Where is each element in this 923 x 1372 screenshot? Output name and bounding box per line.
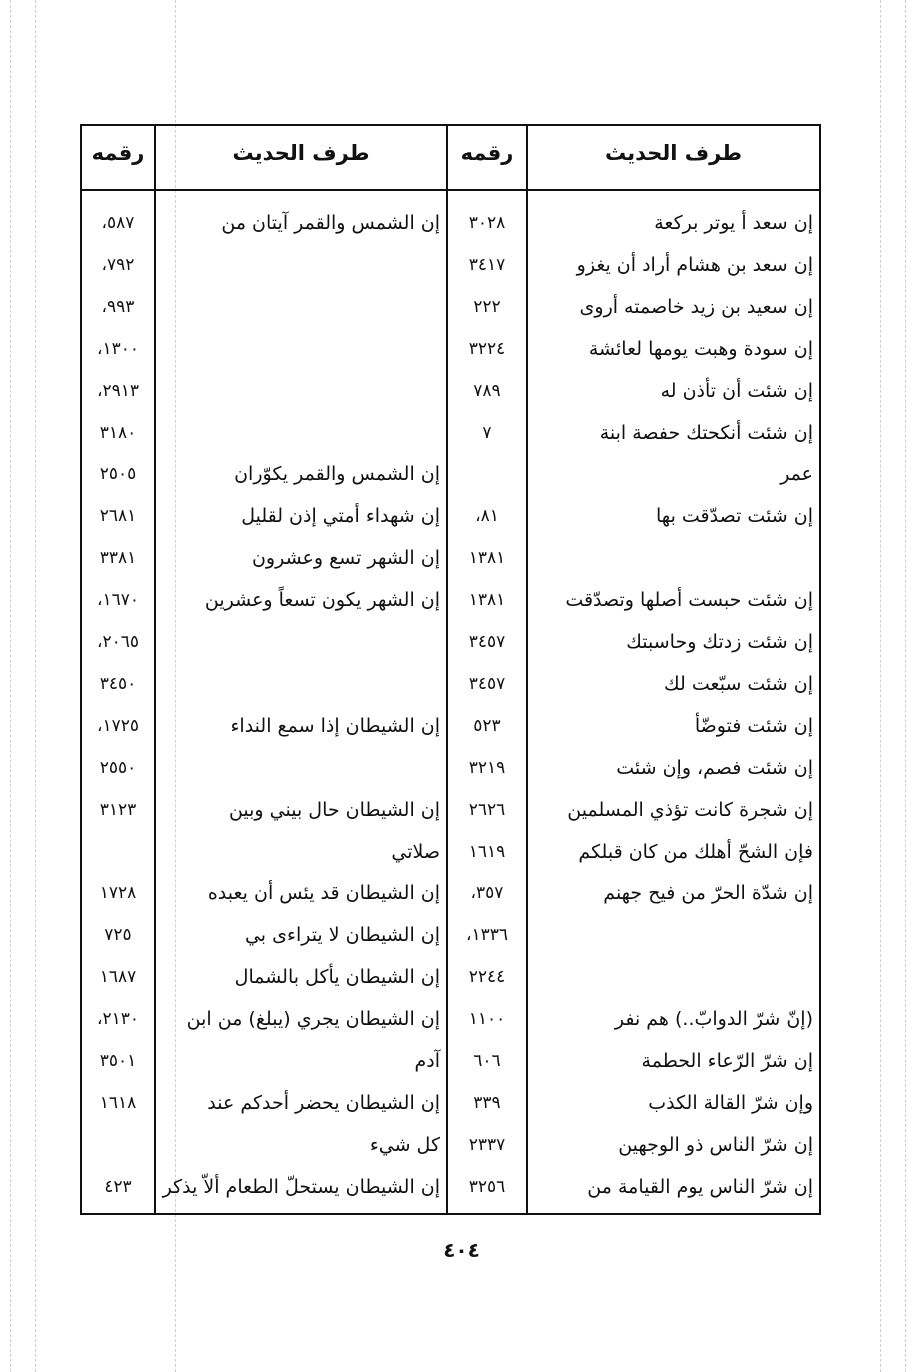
hadith-number-left: ١٧٢٨ [99, 883, 137, 904]
hadith-number-right: ٣٢٥٦ [468, 1176, 506, 1197]
hadith-number-left: ٢٥٥٠ [99, 757, 137, 778]
hadith-text-right: (إنّ شرّ الدوابّ..) هم نفر [614, 1008, 813, 1031]
hadith-number-left: ٥٨٧، [101, 213, 135, 233]
hadith-number-right: ٦٠٦ [473, 1051, 501, 1071]
hadith-text-right: إن شرّ الناس يوم القيامة من [587, 1175, 813, 1198]
hadith-text-right: إن شرّ الرّعاء الحطمة [641, 1050, 813, 1072]
hadith-number-right: ١١٠٠ [468, 1009, 506, 1030]
hadith-number-left: ١٧٢٥، [96, 715, 140, 736]
hadith-number-left: ١٦١٨ [99, 1092, 137, 1113]
hadith-text-right: إن شئت زدتك وحاسبتك [626, 631, 813, 653]
hadith-number-left: ٧٢٥ [104, 925, 132, 946]
hadith-text-left: إن الشيطان يأكل بالشمال [234, 966, 440, 989]
hadith-text-right: إن شئت حبست أصلها وتصدّقت [565, 589, 813, 612]
header-hadith-left: طرف الحديث [232, 141, 370, 165]
hadith-number-right: ٨١، [475, 506, 499, 527]
hadith-text-right: إن شجرة كانت تؤذي المسلمين [567, 798, 813, 821]
hadith-number-left: ٣٤٥٠ [99, 673, 137, 694]
hadith-text-left [156, 328, 446, 370]
hadith-text-left: كل شيء [369, 1133, 440, 1156]
hadith-number-right: ٣٠٢٨ [468, 213, 506, 233]
hadith-text-right: إن سودة وهبت يومها لعائشة [588, 337, 813, 360]
hadith-number-left: ٧٩٢، [101, 254, 135, 275]
hadith-number-right: ٢٦٢٦ [468, 799, 506, 820]
hadith-number-right: ٣٤٥٧ [468, 632, 506, 652]
hadith-number-left: ٢٠٦٥، [96, 632, 140, 652]
hadith-text-left: إن شهداء أمتي إذن لقليل [241, 505, 440, 528]
header-number-right: رقمه [460, 141, 514, 165]
hadith-number-right: ٣٥٧، [470, 883, 504, 904]
hadith-text-right: إن شئت أنكحتك حفصة ابنة [599, 421, 813, 444]
hadith-number-left: ٣٥٠١ [99, 1051, 137, 1071]
margin-guide-right-inner [880, 0, 881, 1372]
hadith-text-left [156, 621, 446, 663]
hadith-number-left [82, 831, 154, 873]
hadith-number-left: ١٦٧٠، [96, 590, 140, 611]
hadith-text-right: عمر [780, 463, 813, 486]
hadith-number-right: ١٣٣٦، [465, 925, 509, 946]
hadith-text-right: إن سعيد بن زيد خاصمته أروى [579, 295, 813, 318]
hadith-number-left: ١٦٨٧ [99, 967, 137, 988]
hadith-text-left: إن الشيطان يستحلّ الطعام ألاّ يذكر [162, 1175, 440, 1198]
hadith-text-left: إن الشيطان قد يئس أن يعبده [207, 882, 440, 905]
hadith-number-left: ٢١٣٠، [96, 1009, 140, 1030]
page-number: ٤٠٤ [443, 1238, 480, 1262]
hadith-number-right: ٢٣٣٧ [468, 1134, 506, 1155]
hadith-text-left [156, 370, 446, 412]
hadith-number-right: ٣٢٢٤ [468, 338, 506, 359]
hadith-text-left [156, 663, 446, 705]
hadith-text-right: إن شئت تصدّقت بها [656, 505, 813, 528]
hadith-text-right [528, 537, 819, 579]
hadith-number-right: ٣٤٥٧ [468, 673, 506, 694]
hadith-text-right: إن سعد بن هشام أراد أن يغزو [576, 253, 813, 276]
hadith-text-right: إن شئت أن تأذن له [660, 379, 813, 402]
header-divider [82, 189, 819, 191]
hadith-number-left: ٢٩١٣، [96, 380, 140, 401]
hadith-text-left [156, 244, 446, 286]
hadith-text-left: إن الشيطان يحضر أحدكم عند [207, 1091, 440, 1114]
hadith-number-right: ٥٢٣ [473, 715, 501, 736]
hadith-text-right: وإن شرّ القالة الكذب [648, 1091, 813, 1114]
hadith-index-table [80, 124, 821, 1215]
hadith-number-left: ٢٦٨١ [99, 506, 137, 527]
hadith-text-right: إن شئت فصم، وإن شئت [616, 756, 813, 779]
hadith-text-left: صلاتي [391, 840, 440, 863]
hadith-number-left: ٣١٢٣ [99, 799, 137, 820]
hadith-text-left: إن الشيطان حال بيني وبين [228, 798, 440, 821]
hadith-number-left: ١٣٠٠، [96, 338, 140, 359]
hadith-text-left: إن الشهر يكون تسعاً وعشرين [204, 589, 440, 612]
hadith-text-right: فإن الشحّ أهلك من كان قبلكم [578, 840, 813, 863]
hadith-number-right: ١٣٨١ [468, 548, 506, 569]
hadith-number-left: ٣١٨٠ [99, 422, 137, 443]
margin-guide-right [905, 0, 906, 1372]
hadith-text-right: إن شدّة الحرّ من فيح جهنم [603, 882, 813, 905]
hadith-text-right [528, 956, 819, 998]
margin-guide-left [10, 0, 11, 1372]
hadith-text-left [156, 286, 446, 328]
hadith-number-left: ٤٢٣ [104, 1176, 132, 1197]
hadith-number-right: ٢٢٢ [473, 296, 501, 317]
hadith-number-right: ٧ [482, 422, 492, 443]
hadith-text-left: إن الشمس والقمر يكوّران [234, 463, 440, 486]
hadith-text-left [156, 412, 446, 454]
header-hadith-right: طرف الحديث [604, 141, 742, 165]
hadith-number-right: ٣٣٩ [473, 1092, 501, 1113]
hadith-text-right: إن شرّ الناس ذو الوجهين [618, 1133, 813, 1156]
hadith-text-left [156, 747, 446, 789]
hadith-number-right: ٣٤١٧ [468, 254, 506, 275]
hadith-text-left: إن الشهر تسع وعشرون [251, 547, 440, 570]
hadith-number-left: ٣٣٨١ [99, 548, 137, 569]
hadith-text-right: إن سعد أ يوتر بركعة [654, 212, 813, 234]
hadith-text-left: إن الشيطان إذا سمع النداء [230, 714, 440, 737]
hadith-number-right: ٧٨٩ [473, 380, 501, 401]
header-number-left: رقمه [91, 141, 145, 165]
hadith-text-left: إن الشيطان لا يتراءى بي [244, 924, 440, 947]
margin-guide-left-inner [35, 0, 36, 1372]
hadith-text-left: إن الشيطان يجري (يبلغ) من ابن [186, 1008, 440, 1031]
hadith-number-left [82, 1124, 154, 1166]
hadith-number-left: ٩٩٣، [101, 296, 135, 317]
hadith-number-left: ٢٥٠٥ [99, 464, 137, 485]
hadith-number-right [448, 453, 526, 495]
hadith-text-right: إن شئت سبّعت لك [664, 672, 813, 695]
hadith-text-left: آدم [414, 1050, 440, 1072]
hadith-number-right: ٢٢٤٤ [468, 967, 506, 988]
hadith-text-left: إن الشمس والقمر آيتان من [221, 212, 440, 234]
hadith-number-right: ١٦١٩ [468, 841, 506, 862]
hadith-number-right: ٣٢١٩ [468, 757, 506, 778]
hadith-text-right: إن شئت فتوضّأ [694, 714, 813, 737]
hadith-number-right: ١٣٨١ [468, 590, 506, 611]
hadith-text-right [528, 914, 819, 956]
